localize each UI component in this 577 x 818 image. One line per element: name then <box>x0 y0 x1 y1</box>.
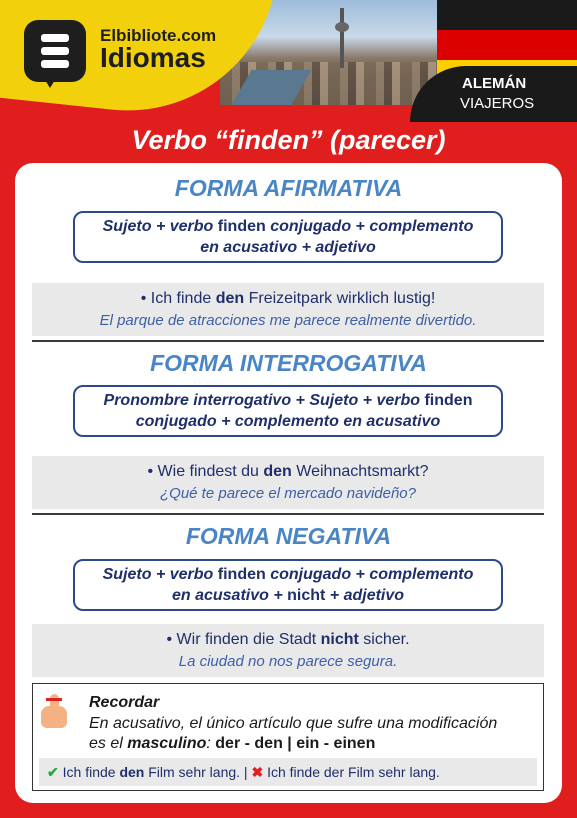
cross-icon: ✖ <box>251 764 264 780</box>
example-negative <box>32 624 544 677</box>
example-german: • Wie findest du den Weihnachtsmarkt? <box>147 463 429 480</box>
example-interrogative <box>32 456 544 509</box>
language-tag: ALEMÁN <box>462 75 527 92</box>
example-affirmative <box>32 283 544 336</box>
formula-affirmative: Sujeto + verbo finden conjugado + complemento en acusativo + adjetivo <box>73 211 503 263</box>
brand-site: Elbibliote.com <box>100 26 217 45</box>
example-german: • Wir finden die Stadt nicht sicher. <box>166 631 410 648</box>
example-translation: El parque de atracciones me parece realmente divertido. <box>99 312 477 329</box>
example-translation: ¿Qué te parece el mercado navideño? <box>160 485 416 502</box>
remember-title: Recordar <box>89 694 160 711</box>
page-title: Verbo “finden” (parecer) <box>131 125 446 155</box>
section-heading-interrogative: FORMA INTERROGATIVA <box>150 350 427 376</box>
content-card <box>15 163 562 803</box>
remember-text: En acusativo, el único artículo que sufre una modificación es el masculino: der - den | ein - einen <box>89 715 498 752</box>
example-translation: La ciudad no nos parece segura. <box>178 653 398 670</box>
remember-example: ✔ Ich finde den Film sehr lang. | ✖ Ich finde der Film sehr lang. <box>39 758 537 786</box>
header <box>0 0 577 122</box>
divider <box>32 513 544 515</box>
section-heading-negative: FORMA NEGATIVA <box>185 523 392 549</box>
formula-interrogative: Pronombre interrogativo + Sujeto + verbo finden conjugado + complemento en acusativo <box>73 385 503 437</box>
section-heading-affirmative: FORMA AFIRMATIVA <box>174 175 403 201</box>
example-german: • Ich finde den Freizeitpark wirklich lustig! <box>140 290 436 307</box>
formula-negative: Sujeto + verbo finden conjugado + complemento en acusativo + nicht + adjetivo <box>73 559 503 611</box>
divider <box>32 340 544 342</box>
remember-box <box>32 683 544 791</box>
brand-name: Idiomas <box>100 42 206 73</box>
check-icon: ✔ <box>47 764 59 780</box>
finger-ribbon-icon <box>41 692 67 728</box>
level-tag: VIAJEROS <box>460 95 535 112</box>
